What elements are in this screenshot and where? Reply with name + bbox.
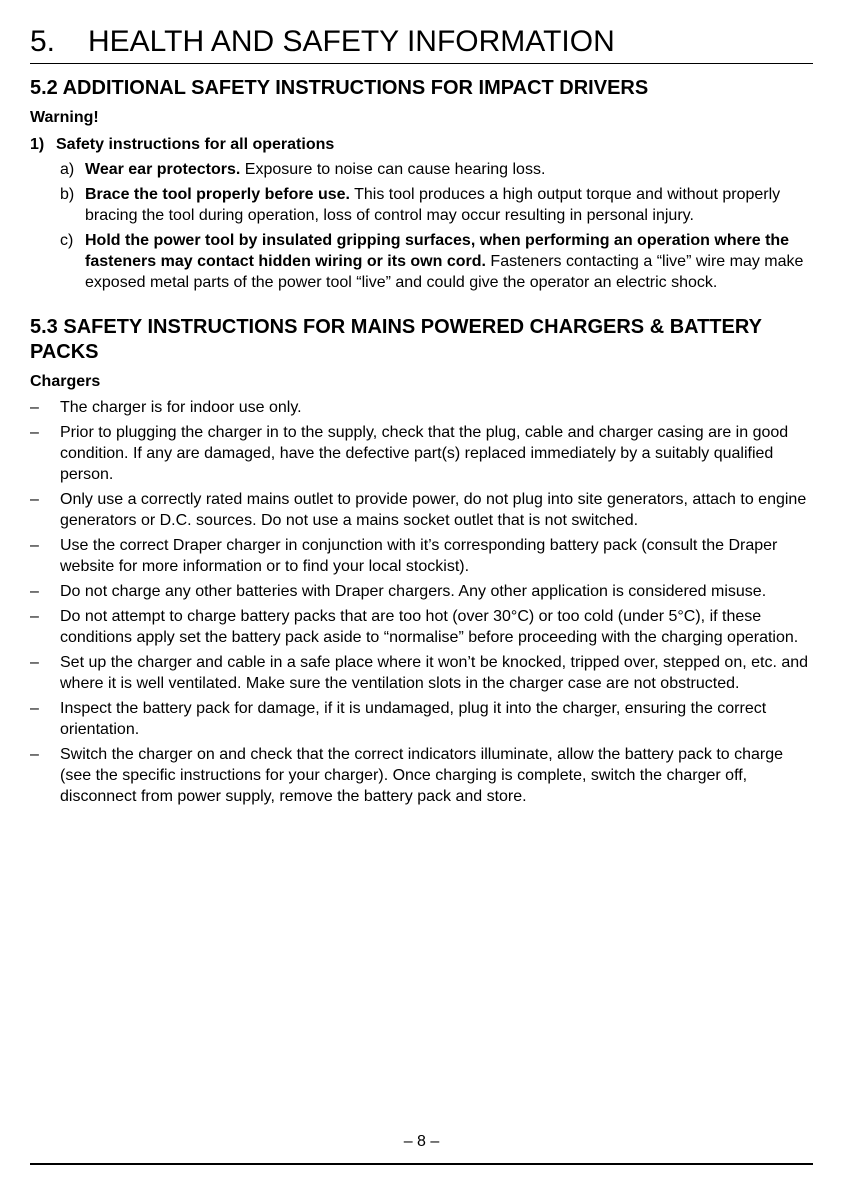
chapter-number: 5. — [30, 25, 56, 58]
chapter-title: HEALTH AND SAFETY INFORMATION — [88, 25, 615, 58]
list-item-text: Only use a correctly rated mains outlet to provide power, do not plug into site generators, attach to engine generators or D.C. sources. Do not use a mains socket outlet that is not switched. — [60, 491, 807, 529]
list-item-text: Do not charge any other batteries with Draper chargers. Any other application is considered misuse. — [60, 583, 767, 600]
sub-item-text — [85, 159, 813, 180]
sub-item-bold-text: Hold the power tool by insulated gripping surfaces, when performing an operation where the fasteners may contact hidden wiring or its own cord. — [85, 232, 790, 270]
list-item-text: Inspect the battery pack for damage, if it is undamaged, plug it into the charger, ensuring the correct orientation. — [60, 700, 767, 738]
dash-bullet: – — [30, 746, 39, 763]
sub-item-body-text: Fasteners contacting a “live” wire may make exposed metal parts of the power tool “live” and could give the operator an electric shock. — [85, 253, 804, 291]
page-content — [30, 76, 813, 811]
sub-item — [60, 159, 813, 180]
list-item-text: Set up the charger and cable in a safe place where it won’t be knocked, tripped over, stepped on, etc. and where it is well ventilated. Make sure the ventilation slots in the charger case are not obstructed. — [60, 654, 809, 692]
sub-item-bold-text: Wear ear protectors. — [85, 161, 241, 178]
page-number: – 8 – — [403, 1133, 440, 1150]
dash-bullet: – — [30, 491, 39, 508]
list-item-text: Use the correct Draper charger in conjunction with it’s corresponding battery pack (consult the Draper website for more information or to find your local stockist). — [60, 537, 778, 575]
chargers-subheading: Chargers — [30, 373, 101, 390]
sub-item-label: c) — [60, 232, 74, 249]
list-item — [30, 581, 813, 602]
list-item — [30, 698, 813, 740]
sub-item-text — [85, 184, 813, 226]
sub-item-label: a) — [60, 161, 75, 178]
list-item-text: Do not attempt to charge battery packs that are too hot (over 30°C) or too cold (under 5°C), if these conditions apply set the battery pack aside to “normalise” before proceeding with the charging operation. — [60, 608, 799, 646]
dash-bullet: – — [30, 537, 39, 554]
section-5-2-heading: 5.2 ADDITIONAL SAFETY INSTRUCTIONS FOR IMPACT DRIVERS — [30, 77, 649, 99]
list-item — [30, 652, 813, 694]
item-1-title: Safety instructions for all operations — [56, 136, 335, 153]
dash-bullet: – — [30, 424, 39, 441]
list-item-text: The charger is for indoor use only. — [60, 399, 302, 416]
list-item — [30, 422, 813, 485]
sub-item — [60, 230, 813, 293]
list-item — [30, 744, 813, 807]
sub-item-body-text: Exposure to noise can cause hearing loss. — [240, 161, 546, 178]
list-item — [30, 489, 813, 531]
warning-label: Warning! — [30, 109, 99, 126]
sub-item-text — [85, 230, 813, 293]
sub-item — [60, 184, 813, 226]
footer-rule — [30, 1163, 813, 1165]
dash-bullet: – — [30, 608, 39, 625]
list-item — [30, 397, 813, 418]
list-item — [30, 535, 813, 577]
charger-bullet-list — [30, 397, 813, 807]
section-5-3-heading: 5.3 SAFETY INSTRUCTIONS FOR MAINS POWERED CHARGERS & BATTERY PACKS — [30, 316, 762, 363]
sub-item-bold-text: Brace the tool properly before use. — [85, 186, 350, 203]
sub-item-body-text: This tool produces a high output torque and without properly bracing the tool during operation, loss of control may occur resulting in personal injury. — [85, 186, 781, 224]
page-title — [30, 24, 615, 60]
sub-item-label: b) — [60, 186, 75, 203]
item-1-number: 1) — [30, 136, 45, 153]
sub-item-list — [30, 159, 813, 293]
dash-bullet: – — [30, 654, 39, 671]
list-item-text: Prior to plugging the charger in to the supply, check that the plug, cable and charger casing are in good condition. If any are damaged, have the defective part(s) replaced immediately by a suitably qualified person. — [60, 424, 789, 483]
dash-bullet: – — [30, 583, 39, 600]
item-1 — [30, 134, 813, 155]
dash-bullet: – — [30, 700, 39, 717]
list-item-text: Switch the charger on and check that the correct indicators illuminate, allow the battery pack to charge (see the specific instructions for your charger). Once charging is complete, switch the charger off, disconnect from power supply, remove the battery pack and store. — [60, 746, 784, 805]
dash-bullet: – — [30, 399, 39, 416]
list-item — [30, 606, 813, 648]
title-rule — [30, 63, 813, 64]
